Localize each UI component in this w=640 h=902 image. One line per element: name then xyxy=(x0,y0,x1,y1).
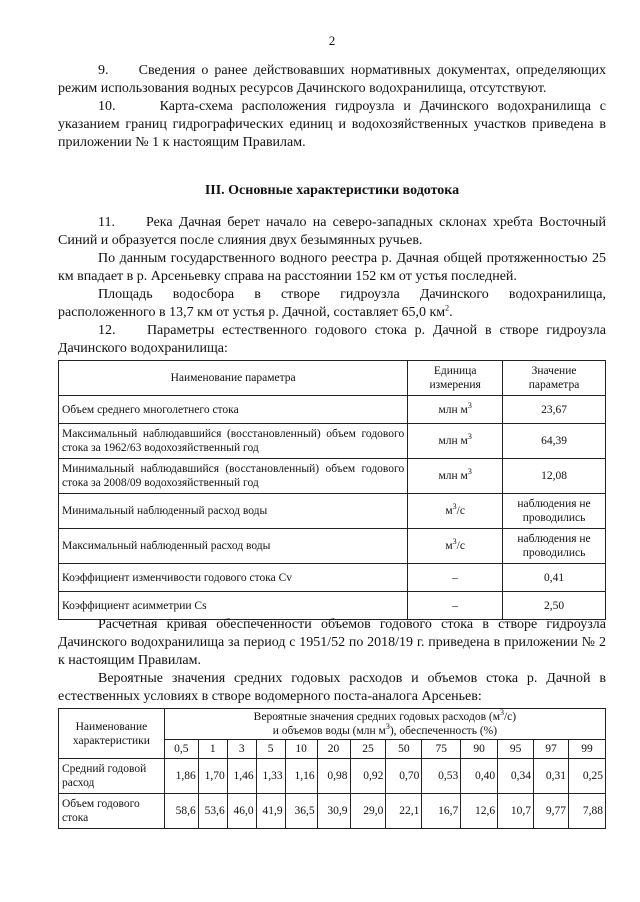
value-cell: 1,33 xyxy=(256,759,285,794)
param-unit: – xyxy=(408,592,503,620)
param-unit xyxy=(408,424,503,459)
paragraph-9: 9. Сведения о ранее действовавших нормативных документах, определяющих режим использования водных ресурсов Дачинского водохранилища, отсутствуют. xyxy=(58,63,606,96)
body-text-middle xyxy=(58,214,606,358)
probability-cell: 99 xyxy=(568,740,605,759)
probability-cell: 97 xyxy=(534,740,569,759)
value-cell: 1,86 xyxy=(164,759,198,794)
paragraph-11b: По данным государственного водного реестра р. Дачная общей протяженностью 25 км впадает в р. Арсеньевку справа на расстоянии 152 км от устья последней. xyxy=(58,251,606,284)
parameters-table-header xyxy=(59,361,606,396)
body-text-top xyxy=(58,62,606,152)
value-cell: 12,6 xyxy=(461,794,498,829)
value-cell: 0,98 xyxy=(317,759,350,794)
unit-text: млн м xyxy=(438,403,468,416)
probability-cell: 0,5 xyxy=(164,740,198,759)
value-cell: 22,1 xyxy=(386,794,422,829)
value-cell: 58,6 xyxy=(164,794,198,829)
header-span-c: и объемов воды (млн м xyxy=(272,725,386,737)
probability-cell: 90 xyxy=(461,740,498,759)
probability-cell: 5 xyxy=(256,740,285,759)
value-cell: 0,34 xyxy=(498,759,534,794)
param-name: Минимальный наблюдавшийся (восстановленный) объем годового стока за 2008/09 водохозяйственный год xyxy=(59,459,408,494)
header-unit: Единица измерения xyxy=(408,361,503,396)
table-row xyxy=(59,759,606,794)
value-cell: 9,77 xyxy=(534,794,569,829)
paragraph-11c-end: . xyxy=(449,305,453,320)
param-name: Объем среднего многолетнего стока xyxy=(59,396,408,424)
probability-table xyxy=(58,708,606,829)
body-text-bottom xyxy=(58,616,606,706)
header-characteristic: Наименование характеристики xyxy=(59,709,165,759)
paragraph-13: Расчетная кривая обеспеченности объемов годового стока в створе гидроузла Дачинского водохранилища за период с 1951/52 по 2018/19 г. приведена в приложении № 2 к настоящим Правилам. xyxy=(58,617,606,668)
value-cell: 0,53 xyxy=(422,759,461,794)
probability-cell: 75 xyxy=(422,740,461,759)
param-value: 2,50 xyxy=(503,592,606,620)
value-cell: 1,46 xyxy=(227,759,256,794)
value-cell: 10,7 xyxy=(498,794,534,829)
table-row xyxy=(59,396,606,424)
param-value: наблюдения не проводились xyxy=(503,529,606,564)
param-value: 23,67 xyxy=(503,396,606,424)
table-row xyxy=(59,459,606,494)
row-name: Объем годового стока xyxy=(59,794,165,829)
value-cell: 46,0 xyxy=(227,794,256,829)
table-row xyxy=(59,494,606,529)
param-unit xyxy=(408,396,503,424)
value-cell: 0,92 xyxy=(350,759,386,794)
value-cell: 1,70 xyxy=(198,759,227,794)
probability-cell: 25 xyxy=(350,740,386,759)
value-cell: 0,40 xyxy=(461,759,498,794)
value-cell: 0,31 xyxy=(534,759,569,794)
unit-sup: 3 xyxy=(452,537,457,547)
paragraph-11c-text: Площадь водосбора в створе гидроузла Дачинского водохранилища, расположенного в 13,7 км от устья р. Дачной, составляет 65,0 км xyxy=(58,287,606,320)
unit-tail: /с xyxy=(456,540,465,552)
unit-sup: 3 xyxy=(467,432,472,442)
value-cell: 30,9 xyxy=(317,794,350,829)
param-name: Минимальный наблюденный расход воды xyxy=(59,494,408,529)
paragraph-14: Вероятные значения средних годовых расходов и объемов стока р. Дачной в естественных условиях в створе водомерного поста-аналога Арсеньев: xyxy=(58,671,606,704)
table-row xyxy=(59,794,606,829)
unit-tail: /с xyxy=(456,505,465,517)
param-name: Максимальный наблюдавшийся (восстановленный) объем годового стока за 1962/63 водохозяйственный год xyxy=(59,424,408,459)
param-unit xyxy=(408,494,503,529)
unit-text: млн м xyxy=(438,470,468,482)
page-number: 2 xyxy=(328,33,336,48)
unit-sup: 3 xyxy=(467,400,472,410)
param-name: Коэффициент асимметрии Cs xyxy=(59,592,408,620)
unit-sup: 3 xyxy=(452,502,457,512)
table-row xyxy=(59,424,606,459)
probability-table-header xyxy=(59,709,606,740)
paragraph-10: 10. Карта-схема расположения гидроузла и Дачинского водохранилища с указанием границ гидрографических единиц и водохозяйственных участков приведена в приложении № 1 к настоящим Правилам. xyxy=(58,99,606,150)
value-cell: 16,7 xyxy=(422,794,461,829)
section-heading: III. Основные характеристики водотока xyxy=(204,183,460,198)
unit-text: м xyxy=(445,505,453,517)
paragraph-11c xyxy=(58,286,606,322)
header-probability-span xyxy=(164,709,605,740)
parameters-table xyxy=(58,360,606,620)
table-row xyxy=(59,564,606,592)
value-cell: 53,6 xyxy=(198,794,227,829)
header-span-sup2: 3 xyxy=(385,722,390,732)
value-cell: 36,5 xyxy=(285,794,317,829)
param-unit xyxy=(408,529,503,564)
header-span-a: Вероятные значения средних годовых расходов (м xyxy=(253,711,500,723)
probability-cell: 20 xyxy=(317,740,350,759)
paragraph-12: 12. Параметры естественного годового стока р. Дачной в створе гидроузла Дачинского водохранилища: xyxy=(58,323,606,356)
probability-cell: 50 xyxy=(386,740,422,759)
header-value: Значение параметра xyxy=(503,361,606,396)
param-name: Коэффициент изменчивости годового стока Cv xyxy=(59,564,408,592)
header-span-sup: 3 xyxy=(499,708,504,718)
value-cell: 1,16 xyxy=(285,759,317,794)
value-cell: 41,9 xyxy=(256,794,285,829)
param-value: 64,39 xyxy=(503,424,606,459)
paragraph-11c-sup: 2 xyxy=(445,303,450,313)
value-cell: 0,70 xyxy=(386,759,422,794)
unit-text: м xyxy=(445,540,453,552)
row-name: Средний годовой расход xyxy=(59,759,165,794)
param-unit xyxy=(408,459,503,494)
value-cell: 29,0 xyxy=(350,794,386,829)
param-unit: – xyxy=(408,564,503,592)
param-name: Максимальный наблюденный расход воды xyxy=(59,529,408,564)
table-row xyxy=(59,529,606,564)
param-value: 12,08 xyxy=(503,459,606,494)
value-cell: 0,25 xyxy=(568,759,605,794)
value-cell: 7,88 xyxy=(568,794,605,829)
paragraph-11: 11. Река Дачная берет начало на северо-западных склонах хребта Восточный Синий и образуется после слияния двух безымянных ручьев. xyxy=(58,215,606,248)
header-span-b: /с) xyxy=(503,711,517,723)
header-name: Наименование параметра xyxy=(59,361,408,396)
param-value: наблюдения не проводились xyxy=(503,494,606,529)
unit-sup: 3 xyxy=(467,467,472,477)
probability-cell: 10 xyxy=(285,740,317,759)
probability-cell: 95 xyxy=(498,740,534,759)
unit-text: млн м xyxy=(438,435,468,447)
probability-cell: 1 xyxy=(198,740,227,759)
param-value: 0,41 xyxy=(503,564,606,592)
header-span-d: ), обеспеченность (%) xyxy=(389,725,498,737)
probability-cell: 3 xyxy=(227,740,256,759)
